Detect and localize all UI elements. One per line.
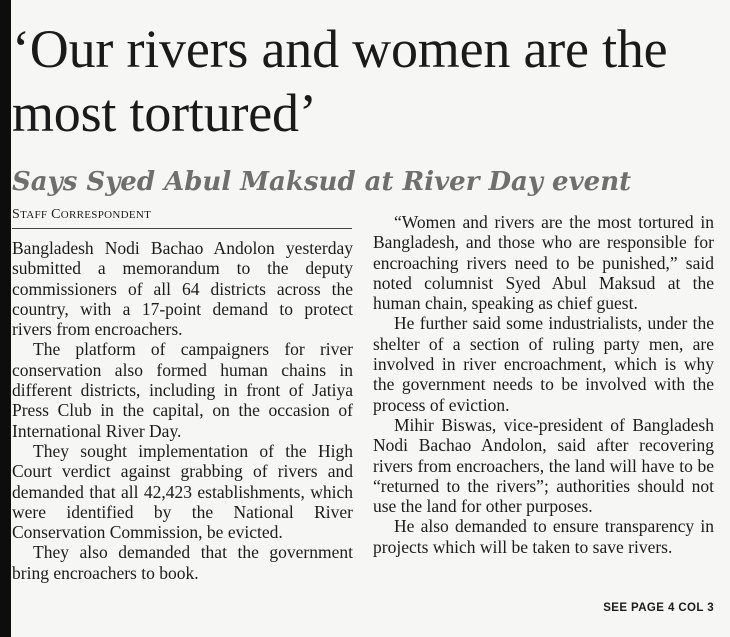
paragraph: The platform of campaigners for river conservation also formed human chains in different districts, including in front of Jatiya Press Club in the capital, on the occasion of International River Day.	[12, 339, 353, 441]
byline: STAFF CORRESPONDENT	[12, 207, 152, 222]
subheadline: Says Syed Abul Maksud at River Day event	[12, 167, 632, 197]
left-margin-bar	[0, 0, 11, 637]
paragraph: He further said some industrialists, under the shelter of a section of ruling party men, are involved in river encroachment, which is why the government needs to be involved with the process of eviction.	[373, 313, 714, 415]
paragraph: He also demanded to ensure transparency in projects which will be taken to save rivers.	[373, 516, 714, 557]
byline-rule	[12, 228, 352, 229]
column-left	[12, 238, 353, 583]
column-right	[373, 212, 714, 557]
headline: ‘Our rivers and women are the most tortured’	[12, 19, 668, 143]
paragraph: They sought implementation of the High Court verdict against grabbing of rivers and demanded that all 42,423 establishments, which were identified by the National River Conservation Commission, be evicted.	[12, 440, 353, 543]
paragraph: They also demanded that the government bring encroachers to book.	[12, 542, 353, 583]
continuation-jump-line: SEE PAGE 4 COL 3	[603, 602, 714, 614]
paragraph: Mihir Biswas, vice-president of Bangladesh Nodi Bachao Andolon, said after recovering rivers from encroachers, the land will have to be “returned to the rivers”; authorities should not use the land for other purposes.	[373, 414, 714, 517]
paragraph: Bangladesh Nodi Bachao Andolon yesterday submitted a memorandum to the deputy commissioners of all 64 districts across the country, with a 17-point demand to protect rivers from encroachers.	[12, 238, 353, 340]
paragraph: “Women and rivers are the most tortured in Bangladesh, and those who are responsible for encroaching rivers need to be punished,” said noted columnist Syed Abul Maksud at the human chain, speaking as chief guest.	[373, 212, 714, 314]
